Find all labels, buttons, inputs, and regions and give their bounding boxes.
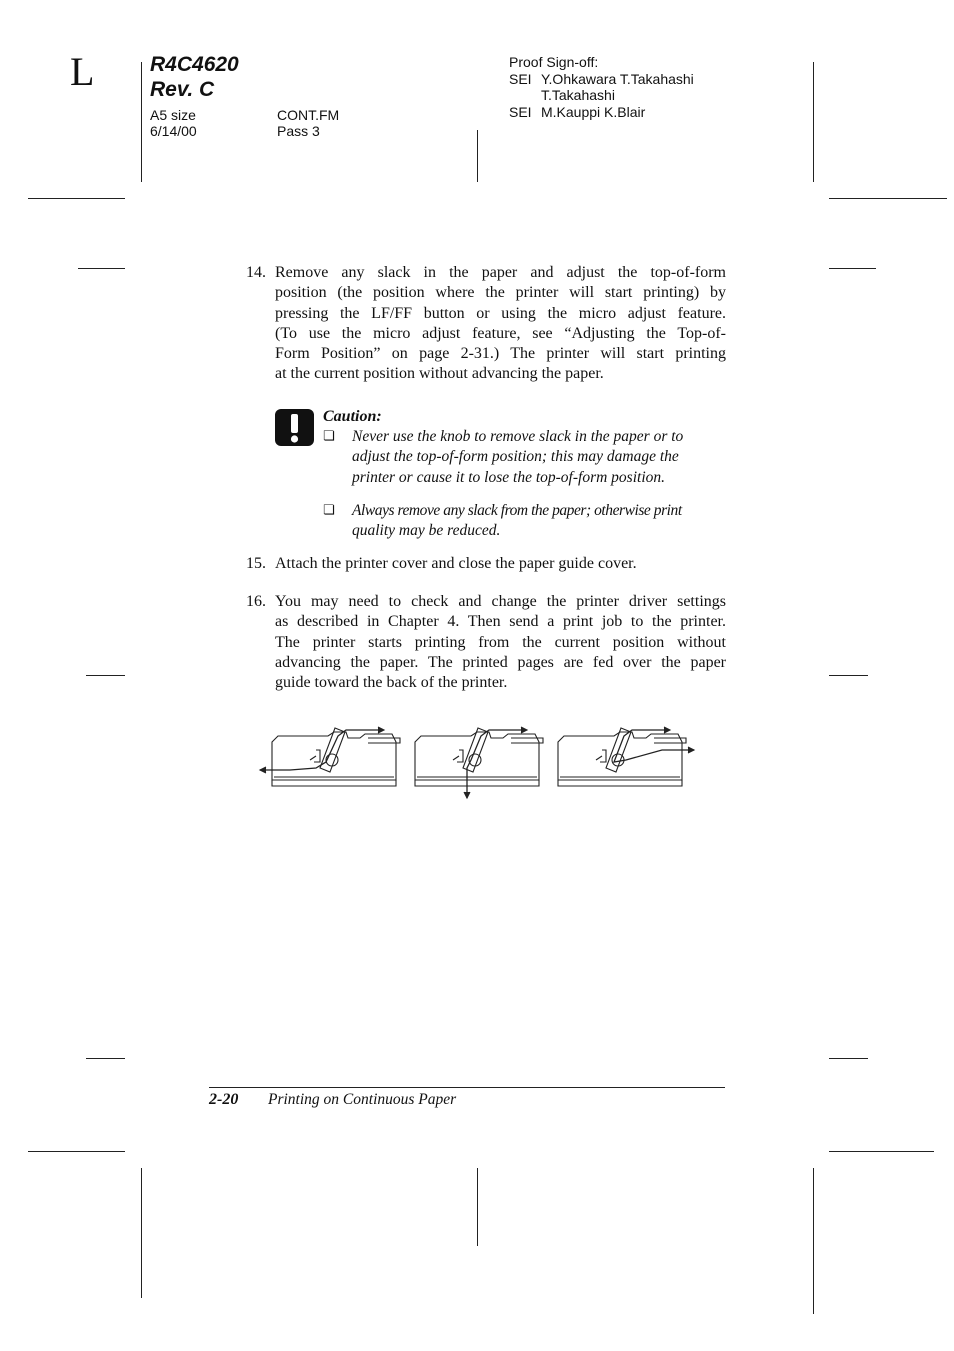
crop-mark [86, 675, 125, 676]
text-line: quality may be reduced. [352, 522, 501, 540]
text-line: advancing the paper. The printed pages are fed over the paper [275, 653, 726, 671]
crop-mark [829, 198, 947, 199]
crop-mark [829, 675, 868, 676]
crop-mark [86, 1058, 125, 1059]
sei-names: Y.Ohkawara T.Takahashi [541, 71, 694, 87]
text-line: You may need to check and change the printer driver settings [275, 593, 726, 610]
text-line: (To use the micro adjust feature, see “Adjusting the Top-of- [275, 324, 726, 342]
text-line: at the current position without advancing the paper. [275, 365, 604, 383]
revision: Rev. C [150, 78, 215, 101]
text-line: Always remove any slack from the paper; otherwise print [352, 502, 682, 519]
text-line: as described in Chapter 4. Then send a print job to the printer. [275, 613, 726, 631]
printer-bottom-feed-icon [415, 727, 543, 798]
step-number: 14. [246, 264, 266, 281]
crop-mark [28, 1151, 125, 1152]
text-line: Remove any slack in the paper and adjust the top-of-form [275, 264, 726, 281]
caution-icon [275, 409, 314, 446]
crop-mark [829, 268, 876, 269]
text-line: Attach the printer cover and close the paper guide cover. [275, 555, 637, 572]
checkbox-bullet-icon: ❏ [323, 503, 335, 518]
checkbox-bullet-icon: ❏ [323, 429, 335, 444]
crop-mark [813, 62, 814, 182]
printer-rear-feed-icon [558, 727, 694, 786]
page-number: 2-20 [209, 1091, 239, 1108]
step-number: 15. [246, 555, 266, 572]
text-line: printer or cause it to lose the top-of-form position. [352, 468, 665, 486]
sei-label: SEI [509, 71, 532, 87]
document-code: R4C4620 [150, 53, 239, 76]
caution-title: Caution: [323, 408, 382, 425]
section-title: Printing on Continuous Paper [268, 1091, 457, 1108]
sei-label: SEI [509, 104, 532, 120]
step-text [275, 592, 726, 693]
step-text [275, 263, 726, 385]
crop-mark [78, 268, 125, 269]
sei-names-cont: T.Takahashi [541, 87, 615, 103]
text-line: pressing the LF/FF button or using the micro adjust feature. [275, 304, 726, 322]
text-line: The printer starts printing from the current position without [275, 633, 726, 651]
crop-mark [477, 1168, 478, 1246]
file-name: CONT.FM [277, 107, 340, 123]
text-line: guide toward the back of the printer. [275, 674, 508, 692]
crop-mark [141, 1168, 142, 1298]
page-size: A5 size [150, 107, 196, 123]
crop-mark [477, 130, 478, 182]
crop-mark [829, 1058, 868, 1059]
footer-rule [209, 1087, 725, 1088]
text-line: Form Position” on page 2-31.) The printer will start printing [275, 345, 726, 363]
text-line: adjust the top-of-form position; this may damage the [352, 448, 679, 466]
step-text [275, 554, 726, 574]
proof-label: Proof Sign-off: [509, 54, 599, 70]
text-line: Never use the knob to remove slack in the paper or to [352, 428, 684, 445]
crop-mark [141, 62, 142, 182]
pass: Pass 3 [277, 123, 320, 139]
date: 6/14/00 [150, 123, 197, 139]
printer-paper-path-illustration [250, 722, 700, 804]
sei-names: M.Kauppi K.Blair [541, 104, 646, 120]
crop-mark [829, 1151, 934, 1152]
step-number: 16. [246, 593, 266, 610]
printer-front-feed-icon [260, 727, 400, 786]
crop-mark [813, 1168, 814, 1314]
side-letter: L [70, 49, 95, 94]
text-line: position (the position where the printer will start printing) by [275, 284, 726, 302]
crop-mark [28, 198, 125, 199]
